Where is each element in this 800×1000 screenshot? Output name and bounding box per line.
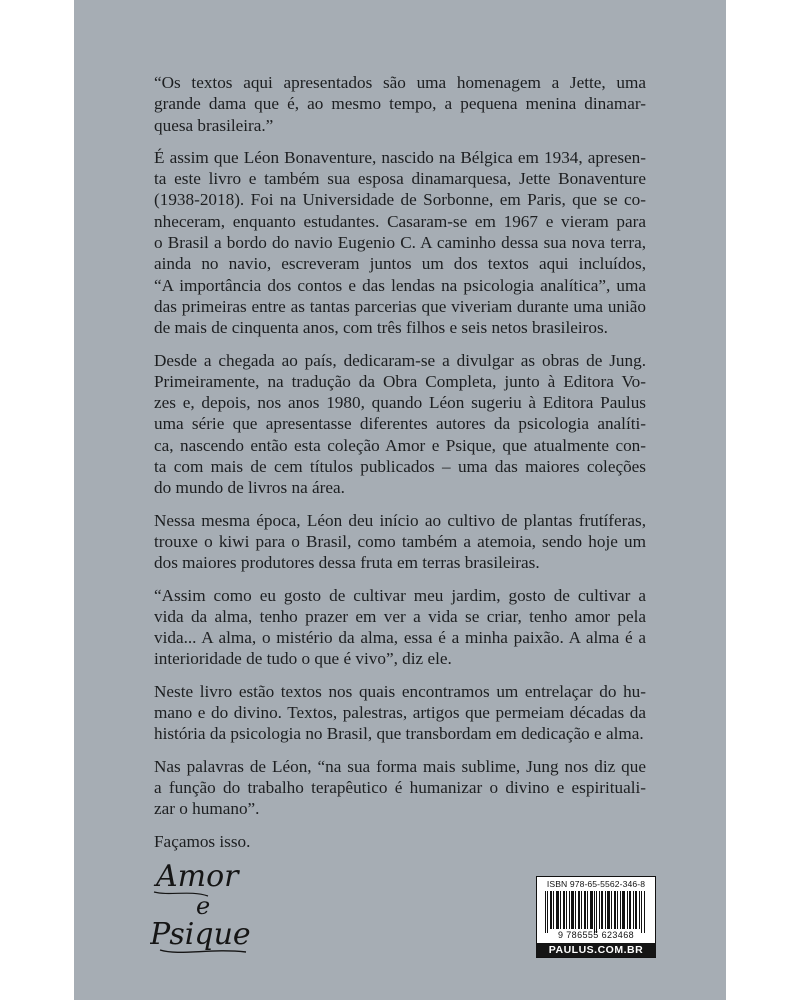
text-line: zes e, depois, nos anos 1980, quando Léon sugeriu à Editora Paulus	[154, 393, 646, 413]
logo-text-psique: Psique	[150, 917, 251, 952]
text-line: ainda no navio, escreveram juntos um dos textos aqui incluídos,	[154, 254, 646, 274]
logo-text-e: e	[196, 892, 211, 920]
paragraph	[154, 510, 646, 574]
paragraph	[154, 72, 646, 136]
text-line: grande dama que é, ao mesmo tempo, a pequena menina dinamar-	[154, 94, 646, 114]
barcode-digits: 9 786555 623468	[557, 930, 635, 940]
back-cover-text	[154, 72, 646, 863]
text-line: ta com mais de cem títulos publicados – uma das maiores coleções	[154, 457, 646, 477]
text-line: zar o humano”.	[154, 799, 260, 819]
barcode-icon	[543, 891, 649, 933]
text-line: de mais de cinquenta anos, com três filhos e seis netos brasileiros.	[154, 318, 608, 338]
text-line: dos maiores produtores dessa fruta em terras brasileiras.	[154, 553, 540, 573]
text-line: “Assim como eu gosto de cultivar meu jardim, gosto de cultivar a	[154, 585, 646, 605]
text-line: nheceram, enquanto estudantes. Casaram-se em 1967 e vieram para	[154, 211, 646, 231]
text-line: ca, nascendo então esta coleção Amor e Psique, que atualmente con-	[154, 435, 646, 455]
text-line: interioridade de tudo o que é vivo”, diz ele.	[154, 649, 452, 669]
text-line: (1938-2018). Foi na Universidade de Sorbonne, em Paris, que se co-	[154, 190, 646, 210]
text-line: Neste livro estão textos nos quais encontramos um entrelaçar do hu-	[154, 681, 646, 701]
text-line: mano e do divino. Textos, palestras, artigos que permeiam décadas da	[154, 703, 646, 723]
text-line: trouxe o kiwi para o Brasil, como também a atemoia, sendo hoje um	[154, 531, 646, 551]
text-line: quesa brasileira.”	[154, 115, 274, 135]
text-line: o Brasil a bordo do navio Eugenio C. A caminho dessa sua nova terra,	[154, 233, 646, 253]
publisher-website: PAULUS.COM.BR	[536, 943, 656, 957]
text-line: Nessa mesma época, Léon deu início ao cultivo de plantas frutíferas,	[154, 510, 646, 530]
text-line: a função do trabalho terapêutico é humanizar o divino e espirituali-	[154, 777, 646, 797]
text-line: Desde a chegada ao país, dedicaram-se a divulgar as obras de Jung.	[154, 350, 646, 370]
barcode-label	[536, 876, 656, 958]
isbn-text: ISBN 978-65-5562-346-8	[546, 879, 646, 889]
paragraph	[154, 585, 646, 670]
text-line: Façamos isso.	[154, 831, 251, 851]
text-line: “Os textos aqui apresentados são uma homenagem a Jette, uma	[154, 73, 646, 92]
text-line: “A importância dos contos e das lendas na psicologia analítica”, uma	[154, 275, 646, 295]
text-line: Primeiramente, na tradução da Obra Completa, junto à Editora Vo-	[154, 371, 646, 391]
text-line: vida da alma, tenho prazer em ver a vida se criar, tenho amor pela	[154, 606, 646, 626]
paragraph	[154, 350, 646, 499]
text-line: Nas palavras de Léon, “na sua forma mais sublime, Jung nos diz que	[154, 756, 646, 776]
back-cover	[74, 0, 726, 1000]
amor-e-psique-logo	[150, 852, 260, 962]
text-line: vida... A alma, o mistério da alma, essa é a minha paixão. A alma é a	[154, 628, 646, 648]
text-line: ta este livro e também sua esposa dinamarquesa, Jette Bonaventure	[154, 169, 646, 189]
paragraph	[154, 147, 646, 339]
text-line: das primeiras entre as tantas parcerias que viveriam durante uma união	[154, 296, 646, 316]
paragraph	[154, 831, 646, 852]
logo-text-amor: Amor	[156, 859, 239, 894]
text-line: É assim que Léon Bonaventure, nascido na Bélgica em 1934, apresen-	[154, 147, 646, 167]
text-line: do mundo de livros na área.	[154, 478, 345, 498]
paragraph	[154, 681, 646, 745]
text-line: uma série que apresentasse diferentes autores da psicologia analíti-	[154, 414, 646, 434]
paragraph	[154, 756, 646, 820]
text-line: história da psicologia no Brasil, que transbordam em dedicação e alma.	[154, 724, 644, 744]
